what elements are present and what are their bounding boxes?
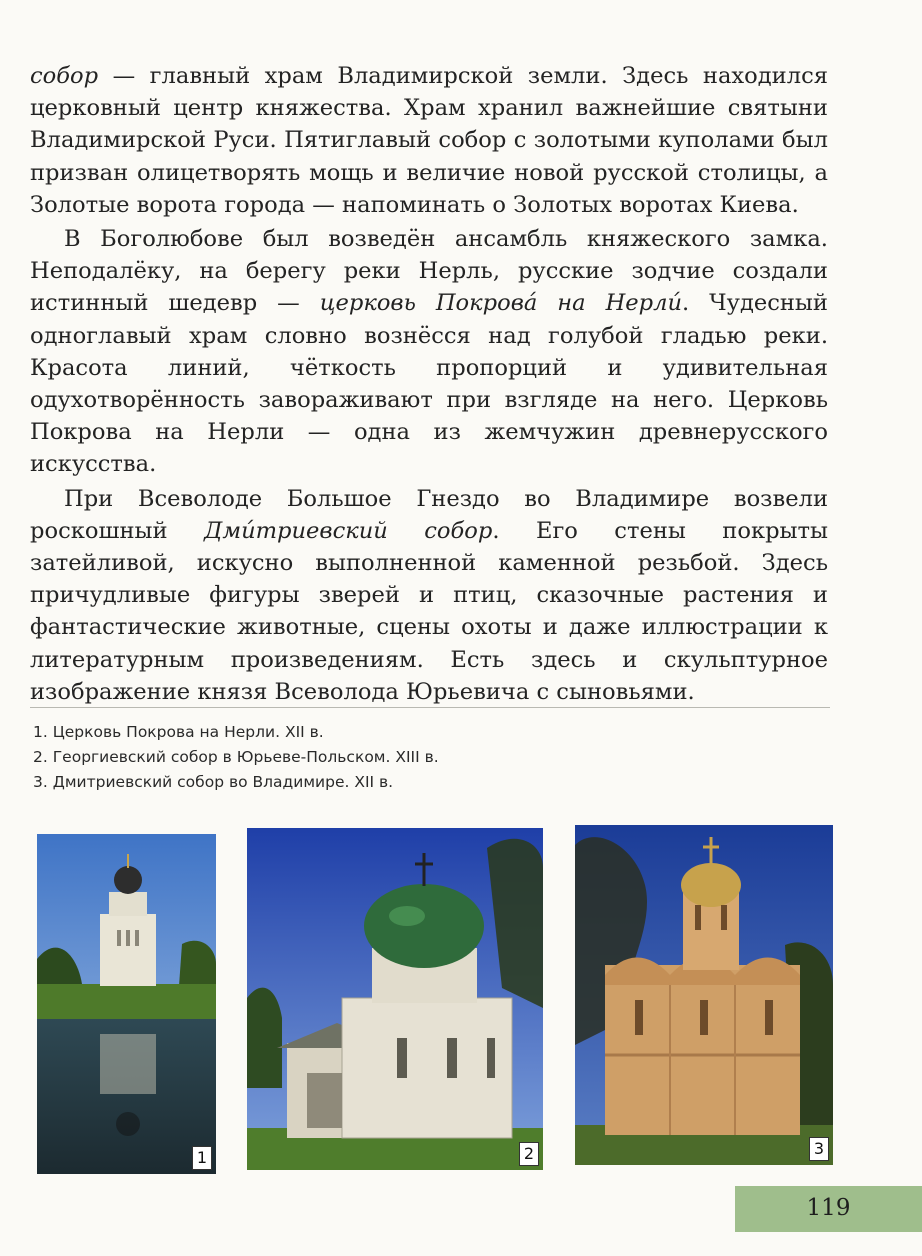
paragraph-3-text-a: При Всеволоде Большое Гнездо во Владимире возвели роскошный (30, 485, 828, 544)
caption-divider (30, 707, 830, 708)
page-number: 119 (806, 1195, 851, 1221)
caption-1: 1. Церковь Покрова на Нерли. XII в. (33, 723, 324, 741)
photo-georgievsky-sobor (247, 828, 543, 1170)
paragraph-2-text-a: В Боголюбове был возведён ансамбль княжеского замка. Неподалёку, на берегу реки Нерль, русские зодчие создали истинный шедевр — (30, 226, 828, 317)
paragraph-3 (30, 483, 828, 708)
photo-pokrova-na-nerli (37, 834, 216, 1174)
paragraph-2 (30, 223, 828, 481)
caption-3: 3. Дмитриевский собор во Владимире. XII в. (33, 773, 394, 791)
main-text (30, 60, 828, 708)
photo-number-2: 2 (519, 1142, 539, 1166)
photo-dmitrievsky-sobor (575, 825, 833, 1165)
photo-number-3: 3 (809, 1137, 829, 1161)
italic-term-sobor: собор (30, 63, 99, 89)
italic-term-dmitrievsky: Дми́триевский собор (203, 517, 493, 544)
italic-term-pokrova: церковь Покрова́ на Нерли́ (319, 290, 683, 317)
photo-number-1: 1 (192, 1146, 212, 1170)
caption-2: 2. Георгиевский собор в Юрьеве-Польском. XIII в. (33, 748, 439, 766)
paragraph-1-text: — главный храм Владимирской земли. Здесь находился церковный центр княжества. Храм хранил важнейшие святыни Владимирской Руси. Пятиглавый собор с золотыми куполами был призван олицетворять мощь и величие новой русской столицы, а Золотые ворота города — напоминать о Золотых воротах Киева. (30, 63, 828, 218)
captions-list (33, 720, 439, 795)
paragraph-2-text-b: . Чудесный одноглавый храм словно вознёсся над голубой гладью реки. Красота линий, чёткость пропорций и удивительная одухотворённость завораживают при взгляде на него. Церковь Покрова на Нерли — одна из жемчужин древнерусского искусства. (30, 290, 828, 478)
paragraph-1 (30, 60, 828, 221)
paragraph-3-text-b: . Его стены покрыты затейливой, искусно выполненной каменной резьбой. Здесь причудливые фигуры зверей и птиц, сказочные растения и фантастические животные, сцены охоты и даже иллюстрации к литературным произведениям. Есть здесь и скульптурное изображение князя Всеволода Юрьевича с сыновьями. (30, 517, 828, 705)
page-number-tab (735, 1186, 922, 1232)
